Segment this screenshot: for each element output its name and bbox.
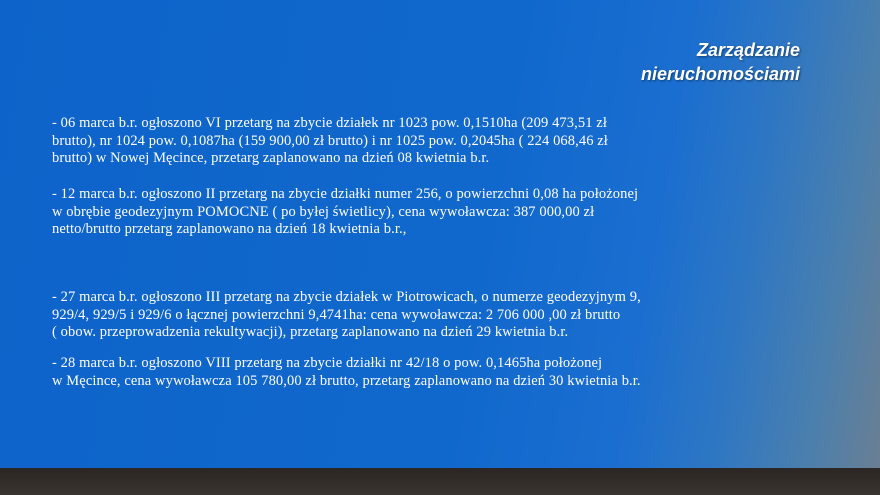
paragraph-line: brutto), nr 1024 pow. 0,1087ha (159 900,00 zł brutto) i nr 1025 pow. 0,2045ha ( 224 068,46 zł	[52, 132, 608, 149]
paragraph-line: w Męcince, cena wywoławcza 105 780,00 zł brutto, przetarg zaplanowano na dzień 30 kwietnia b.r.	[52, 372, 641, 389]
paragraph-line: - 27 marca b.r. ogłoszono III przetarg na zbycie działek w Piotrowicach, o numerze geodezyjnym 9,	[52, 289, 641, 305]
announcement-paragraph	[52, 115, 608, 168]
slide-title-line-1: Zarządzanie	[696, 40, 800, 60]
paragraph-line: brutto) w Nowej Męcince, przetarg zaplanowano na dzień 08 kwietnia b.r.	[52, 150, 490, 166]
paragraph-line: 929/4, 929/5 i 929/6 o łącznej powierzchni 9,4741ha: cena wywoławcza: 2 706 000 ,00 zł brutto	[52, 306, 621, 323]
slide-title	[641, 38, 800, 86]
announcement-paragraph	[52, 355, 641, 390]
footer-bar	[0, 468, 880, 495]
slide-title-line-2: nieruchomościami	[640, 64, 800, 84]
paragraph-line: ( obow. przeprowadzenia rekultywacji), przetarg zaplanowano na dzień 29 kwietnia b.r.	[52, 324, 569, 340]
announcement-paragraph	[52, 289, 641, 342]
paragraph-line: - 12 marca b.r. ogłoszono II przetarg na zbycie działki numer 256, o powierzchni 0,08 ha położonej	[52, 186, 639, 202]
announcement-paragraph	[52, 186, 638, 239]
paragraph-line: netto/brutto przetarg zaplanowano na dzień 18 kwietnia b.r.,	[52, 221, 407, 237]
paragraph-line: - 28 marca b.r. ogłoszono VIII przetarg na zbycie działki nr 42/18 o pow. 0,1465ha położonej	[52, 355, 603, 371]
paragraph-line: w obrębie geodezyjnym POMOCNE ( po byłej świetlicy), cena wywoławcza: 387 000,00 zł	[52, 203, 595, 220]
paragraph-line: - 06 marca b.r. ogłoszono VI przetarg na zbycie działek nr 1023 pow. 0,1510ha (209 473,51 zł	[52, 115, 607, 131]
